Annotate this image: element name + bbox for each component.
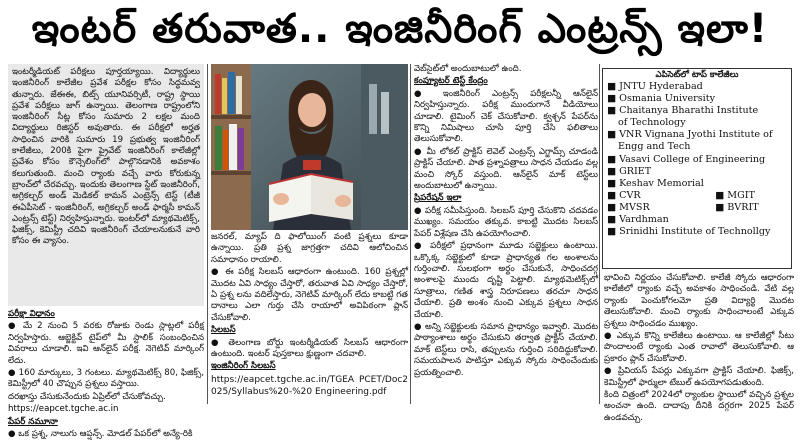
preparation-heading: ప్రిపరేషన్ ఇలా — [414, 193, 462, 204]
col3-para-4: ● పరీక్ష సమీపిస్తుంది. సిలబస్ పూర్తి చేసుకొని చదవడం ముఖ్యం. సమయం తక్కువ. కాబట్టి మొదట సిలబస్ పేపర్ విశ్లేషణ చేసి ఉపయోగించాలి. — [414, 205, 598, 239]
top-colleges-box — [602, 68, 792, 269]
intro-block — [8, 64, 204, 306]
exam-pattern-para-1: ● మే 2 నుంచి 5 వరకు రోజుకు రెండు స్లాట్లలో పరీక్ష నిర్వహిస్తారు. ఆబ్జెక్టివ్ టైప్‌లో మీ స్టాలిక్ సంబంధించిన వివరాలు చూడాలి. ఇవి ఆన్‌లైన్ పరీక్ష. నెగెటివ్ మార్కింగ్ లేదు. — [8, 321, 204, 366]
col4-para-3: ● ప్రివియస్ పేపర్లు ఎక్కువగా ప్రాక్టిస్ చేయాలి. ఫిజిక్స్, కెమిస్ట్రీలో ఫార్ములా టేబుల్ ఉపయోగపడుతుంది. — [604, 366, 794, 388]
column-4 — [604, 273, 794, 423]
college-item: Engg and Tech — [618, 141, 691, 153]
college-pair: ■ MVSR ■ BVRIT — [607, 201, 759, 213]
engineering-syllabus-heading: ఇంజినీరింగ్ సిలబస్ — [211, 361, 276, 372]
syllabus-heading: సిలబస్ — [211, 325, 236, 336]
column-3 — [414, 64, 598, 404]
exam-pattern-para-2: ● 160 మార్కులు, 3 గంటలు. మ్యాథమెటిక్స్ 80, ఫిజిక్స్, కెమిస్ట్రీలో 40 చొప్పున ప్రశ్నలు వస్తాయి. — [8, 368, 204, 390]
col3-para-2: ● ఇంజినీరింగ్ ఎంట్రన్స్ పరీక్షలన్నీ ఆన్‌లైన్ నిర్వహిస్తున్నారు. పరీక్ష ముందుగానే వీడియోలు చూడాలి. టైమింగ్ చెక్ చేసుకోవాలి. క్వశ్చన్ పేపర్‌ను కొన్ని నిమిషాలు చూసి పూర్తి చేసి ఫలితాలు తెలుసుకోవాలి. — [414, 88, 598, 145]
college-item: ■ Vardhman — [607, 214, 669, 226]
student-reading-image — [211, 64, 408, 230]
paper-model-heading: పేపర్ నమూనా — [8, 416, 58, 427]
col2-para-1: జనరల్, మ్యాప్ ది ఫాలోయింగ్ వంటి ప్రశ్నలు కూడా ఉన్నాయి. ప్రతి ప్రశ్న జాగ్రత్తగా చదివి ఆలోచించిన సమాధానం రాయాలి. — [211, 232, 408, 265]
column-divider — [410, 64, 411, 404]
exam-pattern-para-3: దరఖాస్తు చేసుకునేందుకు ఏప్రిల్‌లో చేసుకోవచ్చు. — [8, 391, 166, 402]
college-item: ■ Vasavi College of Engineering — [607, 153, 766, 165]
page-headline: ఇంటర్ తరువాత.. ఇంజినీరింగ్ ఎంట్రన్స్ ఇలా! — [31, 6, 769, 52]
college-item: ■ Keshav Memorial — [607, 177, 704, 189]
computer-test-heading: కంప్యూటర్ టెస్ట్ కేంద్రం — [414, 76, 488, 87]
col4-para-4: కింది చిత్రంలో 2024లో ర్యాంకుల స్థాయిలో వచ్చిన ప్రశ్నల అంచనా ఉంది. దాదాపు దీనికి దగ్గరగా 2025 పేపర్ ఉండవచ్చు. — [604, 390, 794, 423]
column-divider — [207, 64, 208, 404]
college-item: of Technology — [618, 117, 686, 129]
exam-pattern-heading: పరీక్షా విధానం — [8, 309, 55, 319]
college-item: ■ Osmania University — [607, 93, 716, 105]
syllabus-para: ● తెలంగాణ బోర్డు ఇంటర్మీడియట్ సిలబస్ ఆధారంగా ఉంటుంది. ఇంటర్ పుస్తకాలు క్షుణ్ణంగా చదవాలి. — [211, 337, 408, 360]
column-1 — [8, 308, 204, 440]
syllabus-link[interactable]: https://eapcet.tgche.ac.in/TGEA PCET/Doc2025/Syllabus%20-%20 Engineering.pdf — [211, 374, 408, 397]
col3-para-1: వెబ్‌సైట్‌లో అందుబాటులో ఉంది. — [414, 64, 522, 74]
college-pair: ■ CVR ■ MGIT — [607, 189, 755, 201]
column-2 — [211, 232, 408, 404]
top-colleges-title: ఎపిసెట్‌లో టాప్ కాలేజీలు — [655, 70, 739, 80]
student-photo — [211, 64, 408, 230]
intro-text: ఇంటర్మీడియట్ పరీక్షలు పూర్తయ్యాయి. విద్యార్థులు ఇంజినీరింగ్ కాలేజీల ప్రవేశ పరీక్షల కోసం సిద్ధమవ్వ తున్నారు. జేఈఈ, బిట్స్ యూనివర్సిటీ, రాష్ట్ర స్థాయి ప్రవేశ పరీక్షలు జాగ్ ఉన్నాయి. తెలంగాణ రాష్ట్రంలోని ఇంజినీరింగ్ సీట్ల కోసం సుమారు 2 లక్షల మంది విద్యార్థులు రిజిస్టర్ అవుతారు. ఈ పరీక్షలో అర్హత సాధించిన వారికి సుమారు 19 ప్రభుత్వ ఇంజినీరింగ్ కాలేజీలు, 200కి పైగా ప్రైవేట్ ఇంజినీరింగ్ కాలేజీల్లో ప్రవేశం కోసం కౌన్సెలింగ్‌లో పాల్గొనడానికి అవకాశం కలుగుతుంది. మంచి ర్యాంకు వచ్చే వారు కోరుకున్న బ్రాంచ్‌లో చేరవచ్చు. ఇందుకు తెలంగాణ స్టేట్ ఇంజినీరింగ్, అగ్రికల్చర్ అండ్ మెడికల్ కామన్ ఎంట్రెన్స్ టెస్ట్ (టీజీ ఈఏపీసెట్ - ఇంజినీరింగ్, అగ్రికల్చర్ అండ్ ఫార్మసీ కామన్ ఎంట్రన్స్ టెస్ట్) నిర్వహిస్తున్నారు. ఇంటర్‌లో మ్యాథమెటిక్స్, ఫిజిక్స్, కెమిస్ట్రీ చదివి ఇంజినీరింగ్ చేయాలనుకునే వారి కోసం ఈ వ్యాసం. — [12, 67, 200, 247]
college-item: ■ VNR Vignana Jyothi Institute of — [607, 129, 773, 141]
column-divider — [599, 64, 600, 404]
college-item: ■ Srinidhi Institute of Technollgy — [607, 226, 771, 238]
col4-para-2: ● ఎక్కువ కొన్ని కాలేజీలు ఉంటాయి. ఆ కాలేజీల్లో సీటు పొందాలంటే ర్యాంకు ఎంత రావాలో తెలుసుకోవాలి. ఆ ప్రకారం ప్లాన్ చేసుకోవాలి. — [604, 331, 794, 364]
eapcet-link[interactable]: https://eapcet.tgche.ac.in — [8, 404, 119, 415]
col3-para-3: ● మీ లోకల్ ప్రాక్టిస్ లెవెల్ ఎంట్రన్స్ ఎగ్జామ్స్ చూడండి ప్రాక్టిస్ చేయాలి. పాత ప్రశ్నాపత్రాలు సాధన చేయడం వల్ల మంచి స్కోర్ వస్తుంది. ఆన్‌లైన్ మాక్ టెస్ట్‌లు అందుబాటులో ఉన్నాయి. — [414, 146, 598, 192]
college-item: ■ JNTU Hyderabad — [607, 81, 703, 92]
college-item: ■ GRIET — [607, 165, 652, 177]
col3-para-6: ● అన్ని సబ్జెక్టులకు సమాన ప్రాధాన్యం ఇవ్వాలి. మొదట పాఠ్యాంశాలు అర్థం చేసుకుని తర్వాత ప్రాక్టీస్ చేయాలి. మాక్ టెస్ట్‌లు రాసి, తప్పులను గుర్తించి సరిదిద్దుకోవాలి. సమయపాలన పాటిస్తూ ఎక్కువ స్కోరు సాధించేందుకు ప్రయత్నించాలి. — [414, 321, 598, 378]
col4-para-1: భావించి నిర్ణయం చేసుకోవాలి. కాలేజీ స్కోరు ఆధారంగా కాలేజీలో ర్యాంకు వచ్చే అవకాశం సాధించండి. వేటి వల్ల ర్యాంకు పెంచుకోగలమో ప్రతి విద్యార్థి మొదట తెలుసుకోవాలి. మంచి ర్యాంకు సాధించాలంటే ఎక్కువ ప్రశ్నలు సాధించడం ముఖ్యం. — [604, 273, 794, 329]
col3-para-5: ● పరీక్షలో ప్రధానంగా మూడు సబ్జెక్టులు ఉంటాయి. ఒక్కొక్క సబ్జెక్టులో కూడా ప్రాధాన్యత గల అంశాలను గుర్తించాలి. సులభంగా అర్థం చేసుకునే, సాధించదగ్గ అంశాలపై ముందు దృష్టి పెట్టాలి. మ్యాథమెటిక్స్‌లో సూత్రాలు, గణిత శాస్త్ర నిరూపణలు తరచూ సాధన చేయాలి. ప్రతి అంశం నుంచి ఎక్కువ ప్రశ్నలు సాధన చేయాలి. — [414, 241, 598, 320]
college-item: ■ Chaitanya Bharathi Institute — [607, 105, 759, 117]
col2-para-2: ● ఈ పరీక్ష సిలబస్ ఆధారంగా ఉంటుంది. 160 ప్రశ్నల్లో మొదట ఏవి సాధ్యం చేస్తారో, తరువాత ఏవి సాధ్యం చేస్తారో, ఏ ప్రశ్న లను వదిలేస్తారు, నెగెటివ్ మార్కింగ్ లేదు కాబట్టి గత దానాలు ఎలా గుర్తు చేసి రాయాలో అవిపిఠంగా ప్లాన్ చేసుకోవాలి. — [211, 267, 408, 323]
paper-model-para: ● ఒక ప్రశ్న, నాలుగు ఆప్షన్స్. మోడల్ పేపర్‌లో అన్యే-రికి — [8, 429, 193, 440]
